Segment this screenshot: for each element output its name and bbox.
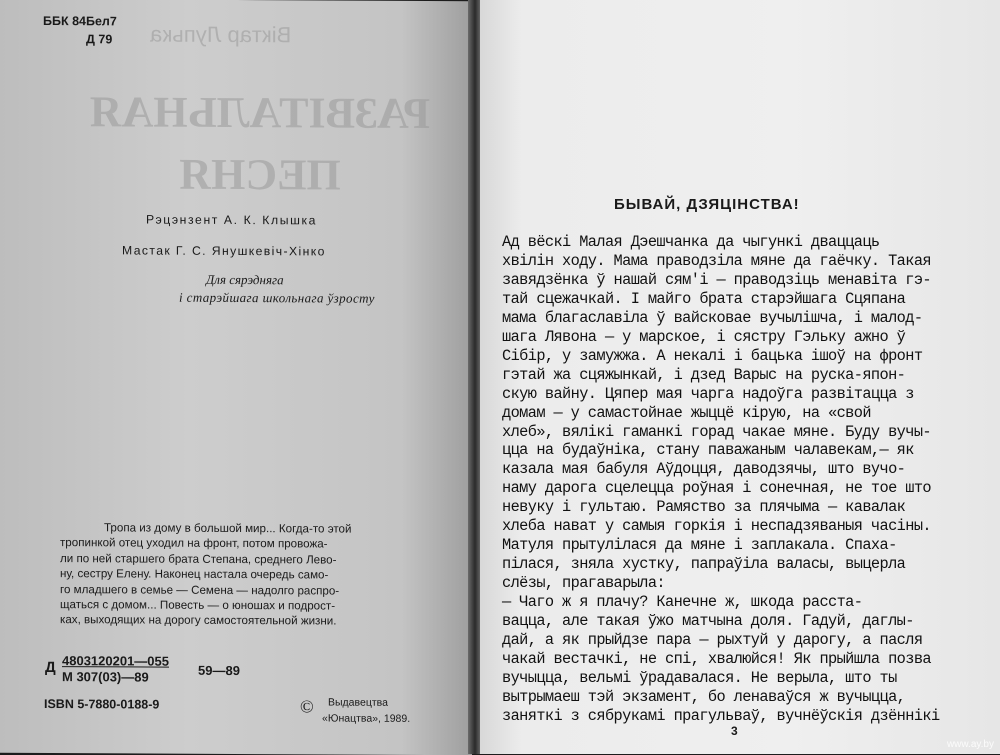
- body-line: хлеба нават у самыя горкія і неспадзяваныя часіны.: [502, 517, 931, 536]
- body-line: наму дарога сцелецца роўная і сонечная, не тое што: [502, 479, 931, 498]
- body-line: Ад вёскі Малая Дэешчанка да чыгункі дваццаць: [502, 233, 880, 251]
- body-line: цца на будаўніка, стану паважаным чалавекам,— як: [502, 441, 914, 460]
- annotation-line: ках, выходящих на дорогу самостоятельной жизни.: [60, 613, 337, 628]
- annotation-block: [60, 520, 445, 630]
- body-line: казала мая бабуля Аўдоцця, даводзячы, што вучо-: [502, 460, 906, 479]
- chapter-title: БЫВАЙ, ДЗЯЦІНСТВА!: [614, 196, 800, 213]
- artist-line: Мастак Г. С. Янушкевіч-Хінко: [122, 243, 326, 259]
- body-line: — Чаго ж я плачу? Канечне ж, шкода расста-: [502, 593, 863, 612]
- annotation-line: тропинкой отец уходил на фронт, потом провожа-: [60, 536, 328, 551]
- body-line: чакай вестачкі, не спі, хвалюйся! Як прыйшла позва: [502, 649, 931, 668]
- body-line: вучыцца, вельмі ўрадавалася. Не верыла, што ты: [502, 668, 897, 687]
- annotation-line: щаться с домом... Повесть — о юношах и подрост-: [60, 598, 336, 613]
- catalog-code-3: 59—89: [198, 662, 240, 679]
- page-number: 3: [731, 724, 738, 738]
- audience-line-1: Для сярэдняга: [206, 271, 284, 288]
- body-line: невуку і гультаю. Рамяство за плячыма — кавалак: [502, 498, 906, 517]
- body-line: вацца, але такая ўжо матчына доля. Гадуй, даглы-: [502, 612, 914, 630]
- bleed-through-title: РАЗВІТАЛЬНАЯ ПЕСНЯ: [89, 87, 431, 200]
- body-line: заняткі з сябрукамі прагульваў, вучнёўскія дзённікі: [502, 706, 940, 725]
- body-line: хвілін ходу. Мама праводзіла мяне да гаёчку. Такая: [502, 251, 931, 270]
- body-line: гэтай жа сцяжынкай, і дзед Варыс на руска-япон-: [502, 365, 906, 384]
- bleed-through-author: Віктар Лупька: [150, 21, 292, 48]
- d-code: Д 79: [86, 32, 113, 47]
- left-page-imprint: [0, 0, 472, 755]
- reviewer-line: Рэцэнзент А. К. Клышка: [146, 212, 318, 228]
- body-line: слёзы, прагаварыла:: [502, 574, 666, 593]
- annotation-line: ну, сестру Елену. Наконец настала очередь само-: [60, 567, 329, 582]
- catalog-code-2: М 307(03)—89: [62, 669, 149, 685]
- copyright-icon: ©: [300, 696, 314, 717]
- body-line: пілася, зняла хустку, папраўіла валасы, выцерла: [502, 555, 906, 574]
- body-line: Матуля прытулілася да мяне і заплакала. Спаха-: [502, 536, 897, 555]
- body-line: Сібір, у замужжа. А некалі і бацька ішоў на фронт: [502, 346, 923, 365]
- body-line: тай сцежачкай. І майго брата старэйшага Сцяпана: [502, 289, 906, 308]
- annotation-line: ли по ней старшего брата Степана, среднего Лево-: [60, 551, 337, 567]
- body-line: мама благаславіла ў вайсковае вучылішча, і малод-: [502, 308, 923, 327]
- publisher-line-2: «Юнацтва», 1989.: [322, 712, 411, 725]
- annotation-line: Тропа из дому в большой мир... Когда-то этой: [104, 521, 352, 536]
- isbn: ISBN 5-7880-0188-9: [44, 696, 160, 712]
- body-line: шага Лявона — у марское, і сястру Гэльку ажно ў: [502, 327, 906, 346]
- audience-line-2: і старэйшага школьнага ўзросту: [179, 289, 375, 306]
- body-line: дай, а як прыйдзе пара — рыхтуй у дарогу, а пасля: [502, 630, 923, 649]
- right-page-text: [480, 0, 1000, 754]
- annotation-line: го младшего в семье — Семена — надолго распро-: [60, 582, 340, 598]
- body-line: домам — у самастойнае жыццё кірую, на «свой: [502, 403, 871, 422]
- body-line: скую вайну. Цяпер мая чарга надоўга развітацца з: [502, 384, 914, 403]
- bbk-code: ББК 84Бел7: [43, 13, 117, 29]
- body-line: вытрымаеш тэй экзамент, бо ленаваўся ж вучыцца,: [502, 687, 906, 706]
- catalog-code-1: 4803120201—055: [62, 653, 169, 669]
- watermark: www.ay.by: [946, 739, 994, 750]
- d-prefix: Д: [45, 658, 56, 677]
- body-line: хлеб», вялікі гаманкі горад чакае мяне. Буду вучы-: [502, 422, 931, 441]
- publisher-line-1: Выдавецтва: [328, 696, 388, 709]
- body-line: завядзёнка ў нашай сям'і — праводзіць менавіта гэ-: [502, 270, 931, 289]
